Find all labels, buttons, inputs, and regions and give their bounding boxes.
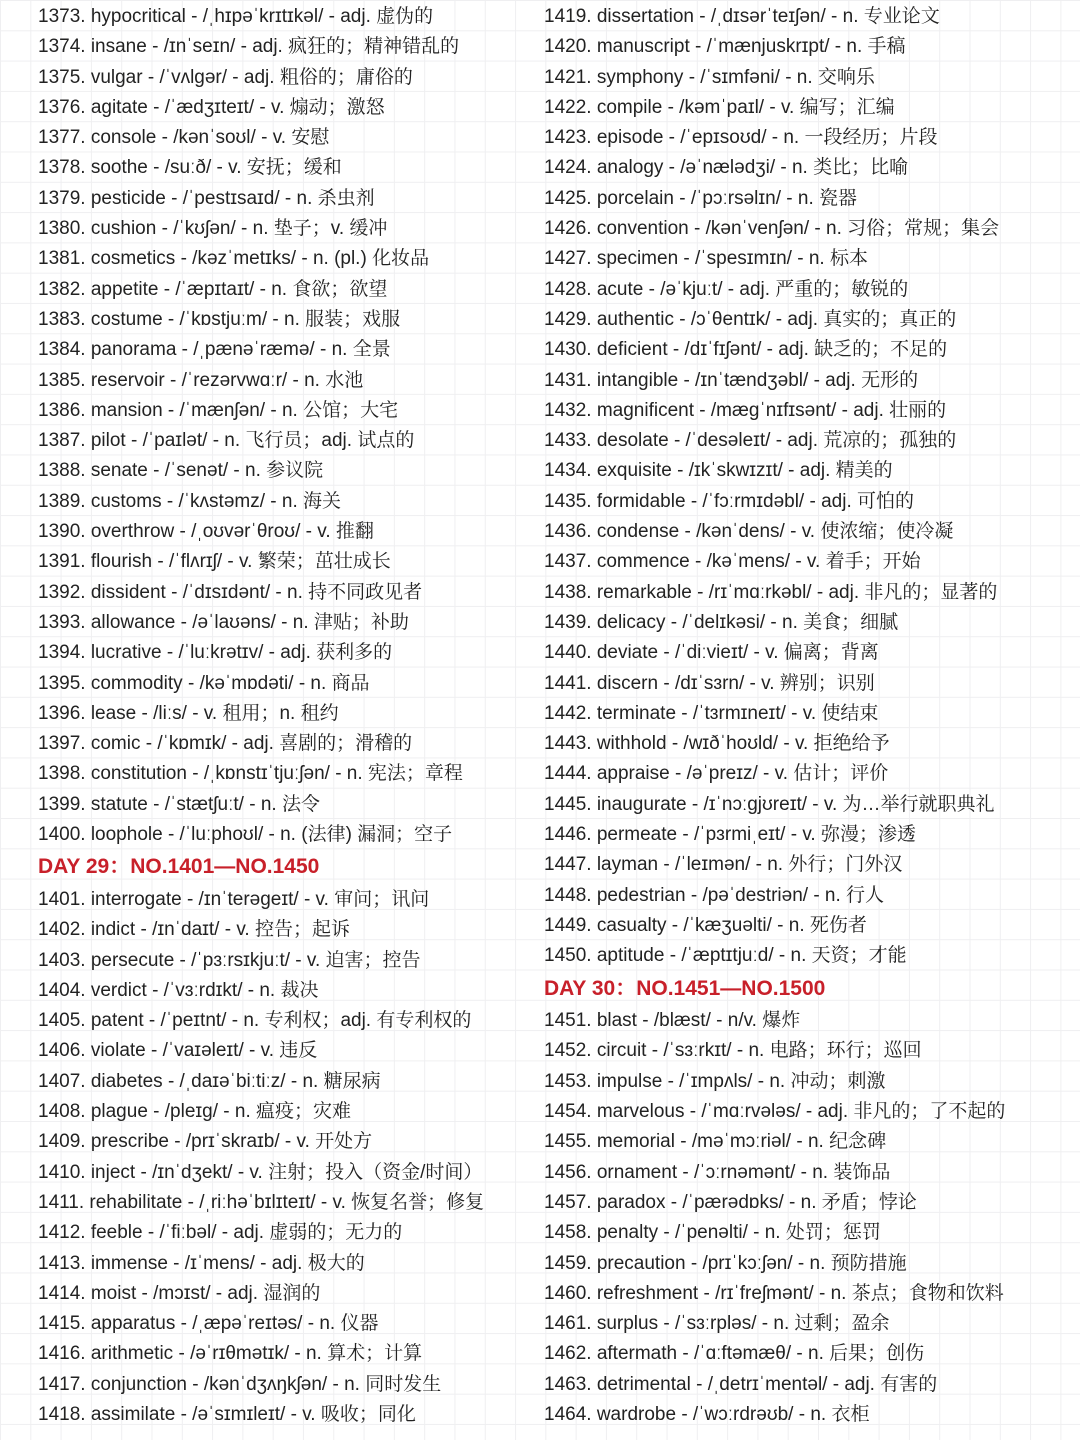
- word-entry: 1393. allowance - /əˈlaʊəns/ - n. 津贴；补助: [38, 611, 409, 633]
- word-entry: 1418. assimilate - /əˈsɪmɪleɪt/ - v. 吸收；同化: [38, 1404, 416, 1426]
- word-entry: 1455. memorial - /məˈmɔːriəl/ - n. 纪念碑: [544, 1131, 887, 1153]
- word-entry: 1423. episode - /ˈepɪsoʊd/ - n. 一段经历；片段: [544, 127, 938, 149]
- word-entry: 1446. permeate - /ˈpɜrmiˌeɪt/ - v. 弥漫；渗透: [544, 824, 916, 846]
- word-entry: 1376. agitate - /ˈædʒɪteɪt/ - v. 煽动；激怒: [38, 96, 385, 118]
- word-entry: 1373. hypocritical - /ˌhɪpəˈkrɪtɪkəl/ - adj. 虚伪的: [38, 6, 434, 27]
- left-bottom-word-list: [38, 885, 538, 1430]
- word-entry: 1436. condense - /kənˈdens/ - v. 使浓缩；使冷凝: [544, 521, 954, 543]
- word-entry: 1427. specimen - /ˈspesɪmɪn/ - n. 标本: [544, 248, 868, 270]
- word-entry: 1409. prescribe - /prɪˈskraɪb/ - v. 开处方: [38, 1131, 373, 1153]
- word-entry: 1395. commodity - /kəˈmɒdəti/ - n. 商品: [38, 672, 370, 694]
- word-entry: 1377. console - /kənˈsoʊl/ - v. 安慰: [38, 127, 330, 149]
- word-entry: 1450. aptitude - /ˈæptɪtjuːd/ - n. 天资；才能: [544, 945, 907, 967]
- word-entry: 1374. insane - /ɪnˈseɪn/ - adj. 疯狂的；精神错乱的: [38, 36, 460, 58]
- word-entry: 1442. terminate - /ˈtɜrmɪneɪt/ - v. 使结束: [544, 702, 879, 724]
- word-entry: 1404. verdict - /ˈvɜːrdɪkt/ - n. 裁决: [38, 979, 319, 1001]
- word-entry: 1430. deficient - /dɪˈfɪʃənt/ - adj. 缺乏的；不足的: [544, 339, 948, 361]
- word-entry: 1397. comic - /ˈkɒmɪk/ - adj. 喜剧的；滑稽的: [38, 733, 413, 755]
- word-entry: 1414. moist - /mɔɪst/ - adj. 湿润的: [38, 1282, 321, 1304]
- word-entry: 1392. dissident - /ˈdɪsɪdənt/ - n. 持不同政见者: [38, 581, 423, 603]
- word-entry: 1439. delicacy - /ˈdelɪkəsi/ - n. 美食；细腻: [544, 611, 899, 633]
- word-entry: 1440. deviate - /ˈdiːvieɪt/ - v. 偏离；背离: [544, 642, 879, 664]
- word-entry: 1417. conjunction - /kənˈdʒʌŋkʃən/ - n. 同时发生: [38, 1373, 442, 1395]
- day-29-heading: DAY 29：NO.1401—NO.1450: [38, 855, 320, 879]
- word-entry: 1416. arithmetic - /əˈrɪθmətɪk/ - n. 算术；计算: [38, 1343, 423, 1365]
- word-entry: 1383. costume - /ˈkɒstjuːm/ - n. 服装；戏服: [38, 308, 401, 330]
- word-entry: 1424. analogy - /əˈnælədʒi/ - n. 类比；比喻: [544, 157, 909, 179]
- right-column: [544, 2, 1074, 1430]
- word-entry: 1437. commence - /kəˈmens/ - v. 着手；开始: [544, 551, 921, 573]
- left-column: [38, 2, 538, 1430]
- word-entry: 1378. soothe - /suːð/ - v. 安抚；缓和: [38, 157, 342, 179]
- word-entry: 1458. penalty - /ˈpenəlti/ - n. 处罚；惩罚: [544, 1222, 881, 1244]
- word-entry: 1413. immense - /ɪˈmens/ - adj. 极大的: [38, 1252, 365, 1274]
- word-entry: 1402. indict - /ɪnˈdaɪt/ - v. 控告；起诉: [38, 919, 350, 941]
- word-entry: 1384. panorama - /ˌpænəˈræmə/ - n. 全景: [38, 339, 391, 361]
- word-entry: 1441. discern - /dɪˈsɜrn/ - v. 辨别；识别: [544, 672, 875, 694]
- word-entry: 1444. appraise - /əˈpreɪz/ - v. 估计；评价: [544, 763, 889, 785]
- word-entry: 1426. convention - /kənˈvenʃən/ - n. 习俗；常规；集会: [544, 218, 1000, 240]
- word-entry: 1451. blast - /blæst/ - n/v. 爆炸: [544, 1010, 801, 1032]
- word-entry: 1431. intangible - /ɪnˈtændʒəbl/ - adj. 无形的: [544, 369, 919, 391]
- word-entry: 1399. statute - /ˈstætʃuːt/ - n. 法令: [38, 793, 320, 815]
- word-entry: 1463. detrimental - /ˌdetrɪˈmentəl/ - adj. 有害的: [544, 1373, 938, 1395]
- word-entry: 1422. compile - /kəmˈpaɪl/ - v. 编写；汇编: [544, 96, 895, 118]
- word-entry: 1432. magnificent - /mægˈnɪfɪsənt/ - adj. 壮丽的: [544, 399, 947, 421]
- word-entry: 1419. dissertation - /ˌdɪsərˈteɪʃən/ - n. 专业论文: [544, 6, 940, 27]
- word-entry: 1385. reservoir - /ˈrezərvwɑːr/ - n. 水池: [38, 369, 364, 391]
- word-entry: 1460. refreshment - /rɪˈfreʃmənt/ - n. 茶点；食物和饮料: [544, 1282, 1004, 1304]
- word-entry: 1438. remarkable - /rɪˈmɑːrkəbl/ - adj. 非凡的；显著的: [544, 581, 998, 603]
- word-entry: 1420. manuscript - /ˈmænjuskrɪpt/ - n. 手稿: [544, 36, 906, 58]
- word-entry: 1387. pilot - /ˈpaɪlət/ - n. 飞行员；adj. 试点的: [38, 430, 415, 452]
- word-entry: 1434. exquisite - /ɪkˈskwɪzɪt/ - adj. 精美的: [544, 460, 893, 482]
- word-entry: 1386. mansion - /ˈmænʃən/ - n. 公馆；大宅: [38, 399, 399, 421]
- word-entry: 1462. aftermath - /ˈɑːftəmæθ/ - n. 后果；创伤: [544, 1343, 925, 1365]
- word-entry: 1435. formidable - /ˈfɔːrmɪdəbl/ - adj. 可怕的: [544, 490, 914, 512]
- word-entry: 1396. lease - /liːs/ - v. 租用；n. 租约: [38, 702, 339, 724]
- word-entry: 1461. surplus - /ˈsɜːrpləs/ - n. 过剩；盈余: [544, 1313, 890, 1335]
- word-entry: 1453. impulse - /ˈɪmpʌls/ - n. 冲动；刺激: [544, 1070, 886, 1092]
- word-entry: 1457. paradox - /ˈpærədɒks/ - n. 矛盾；悖论: [544, 1191, 917, 1213]
- word-entry: 1381. cosmetics - /kəzˈmetɪks/ - n. (pl.) 化妆品: [38, 248, 430, 270]
- word-entry: 1380. cushion - /ˈkʊʃən/ - n. 垫子；v. 缓冲: [38, 218, 388, 240]
- word-entry: 1412. feeble - /ˈfiːbəl/ - adj. 虚弱的；无力的: [38, 1222, 403, 1244]
- word-entry: 1411. rehabilitate - /ˌriːhəˈbɪlɪteɪt/ - v. 恢复名誉；修复: [38, 1191, 485, 1213]
- right-bottom-word-list: [544, 1006, 1074, 1430]
- word-entry: 1429. authentic - /ɔˈθentɪk/ - adj. 真实的；真正的: [544, 308, 957, 330]
- word-entry: 1447. layman - /ˈleɪmən/ - n. 外行；门外汉: [544, 854, 903, 876]
- word-entry: 1456. ornament - /ˈɔːrnəmənt/ - n. 装饰品: [544, 1161, 891, 1183]
- day-30-heading: DAY 30：NO.1451—NO.1500: [544, 976, 826, 1000]
- right-top-word-list: [544, 2, 1074, 972]
- word-entry: 1379. pesticide - /ˈpestɪsaɪd/ - n. 杀虫剂: [38, 187, 375, 209]
- word-entry: 1408. plague - /pleɪg/ - n. 瘟疫；灾难: [38, 1101, 352, 1123]
- word-entry: 1454. marvelous - /ˈmɑːrvələs/ - adj. 非凡的；了不起的: [544, 1101, 1006, 1123]
- word-entry: 1406. violate - /ˈvaɪəleɪt/ - v. 违反: [38, 1040, 318, 1062]
- word-entry: 1375. vulgar - /ˈvʌlgər/ - adj. 粗俗的；庸俗的: [38, 66, 413, 88]
- word-entry: 1398. constitution - /ˌkɒnstɪˈtjuːʃən/ - n. 宪法；章程: [38, 763, 463, 785]
- word-entry: 1449. casualty - /ˈkæʒuəlti/ - n. 死伤者: [544, 914, 867, 936]
- word-entry: 1389. customs - /ˈkʌstəmz/ - n. 海关: [38, 490, 342, 512]
- word-entry: 1415. apparatus - /ˌæpəˈreɪtəs/ - n. 仪器: [38, 1313, 379, 1335]
- word-entry: 1428. acute - /əˈkjuːt/ - adj. 严重的；敏锐的: [544, 278, 909, 300]
- word-entry: 1445. inaugurate - /ɪˈnɔːgjʊreɪt/ - v. 为…举行就职典礼: [544, 793, 995, 815]
- word-entry: 1401. interrogate - /ɪnˈterəgeɪt/ - v. 审问；讯问: [38, 889, 430, 910]
- word-entry: 1405. patent - /ˈpeɪtnt/ - n. 专利权；adj. 有专利权的: [38, 1010, 472, 1032]
- word-entry: 1410. inject - /ɪnˈdʒekt/ - v. 注射；投入（资金/时间）: [38, 1161, 483, 1183]
- word-entry: 1391. flourish - /ˈflʌrɪʃ/ - v. 繁荣；茁壮成长: [38, 551, 391, 573]
- word-entry: 1382. appetite - /ˈæpɪtaɪt/ - n. 食欲；欲望: [38, 278, 388, 300]
- left-top-word-list: [38, 2, 538, 850]
- word-entry: 1459. precaution - /prɪˈkɔːʃən/ - n. 预防措施: [544, 1252, 907, 1274]
- word-entry: 1400. loophole - /ˈluːphoʊl/ - n. (法律) 漏洞；空子: [38, 824, 453, 846]
- word-entry: 1407. diabetes - /ˌdaɪəˈbiːtiːz/ - n. 糖尿病: [38, 1070, 381, 1092]
- word-entry: 1403. persecute - /ˈpɜːrsɪkjuːt/ - v. 迫害；控告: [38, 949, 421, 971]
- word-entry: 1448. pedestrian - /pəˈdestriən/ - n. 行人: [544, 884, 885, 906]
- word-entry: 1388. senate - /ˈsenət/ - n. 参议院: [38, 460, 324, 482]
- word-entry: 1421. symphony - /ˈsɪmfəni/ - n. 交响乐: [544, 66, 875, 88]
- word-entry: 1452. circuit - /ˈsɜːrkɪt/ - n. 电路；环行；巡回: [544, 1040, 922, 1062]
- word-entry: 1464. wardrobe - /ˈwɔːrdrəʊb/ - n. 衣柜: [544, 1404, 870, 1426]
- word-entry: 1433. desolate - /ˈdesəleɪt/ - adj. 荒凉的；孤独的: [544, 430, 957, 452]
- word-entry: 1443. withhold - /wɪðˈhoʊld/ - v. 拒绝给予: [544, 733, 890, 755]
- word-entry: 1390. overthrow - /ˌoʊvərˈθroʊ/ - v. 推翻: [38, 521, 374, 543]
- word-entry: 1425. porcelain - /ˈpɔːrsəlɪn/ - n. 瓷器: [544, 187, 857, 209]
- word-entry: 1394. lucrative - /ˈluːkrətɪv/ - adj. 获利多的: [38, 642, 393, 664]
